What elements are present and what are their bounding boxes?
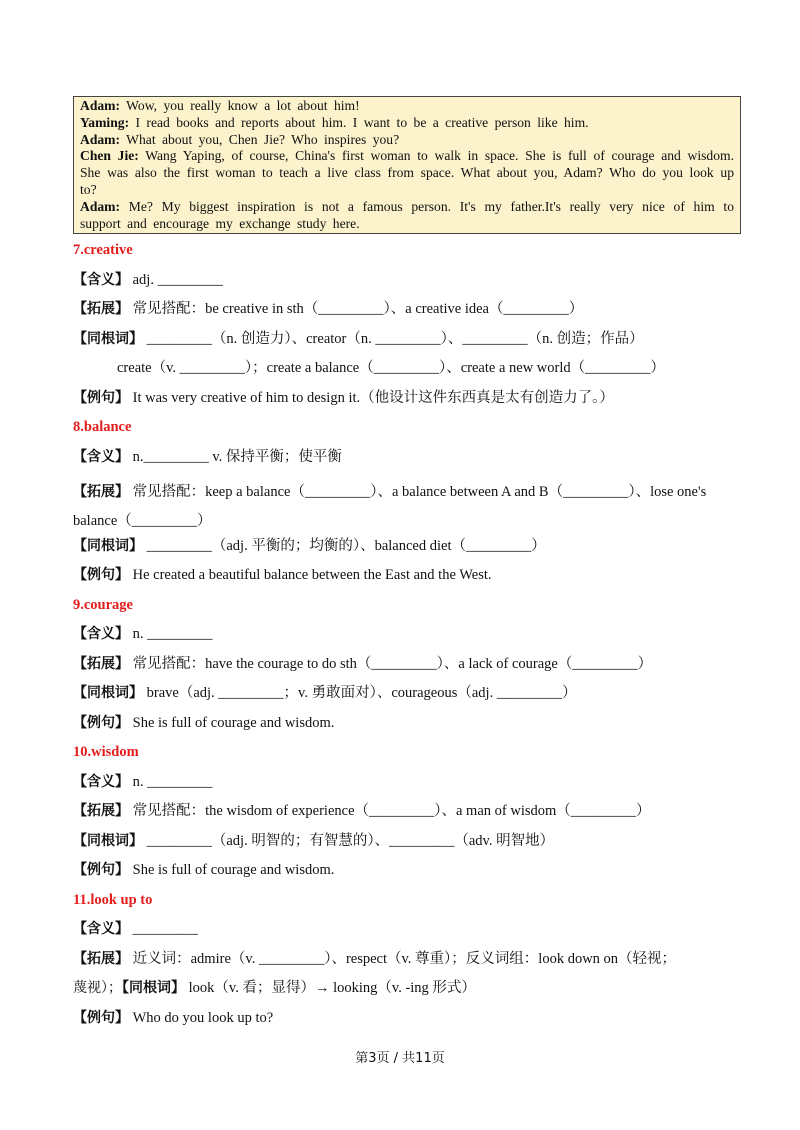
meaning-tag: 【含义】 [73,921,129,937]
speaker-name: Adam: [80,198,121,214]
example-tag: 【例句】 [73,390,129,406]
meaning-tag: 【含义】 [73,449,129,465]
example-text: He created a beautiful balance between the East and the West. [132,567,492,583]
extend-tag: 【拓展】 [73,656,129,672]
cognate-text: _________（adj. 平衡的；均衡的）、balanced diet（_________） [146,538,546,554]
extend-text-cont: 蔑视）； [73,980,122,996]
courage-cognate [73,684,730,702]
lookupto-extend-cont [73,979,730,997]
lookupto-example [73,1009,730,1027]
creative-example [73,389,730,407]
cognate-tag: 【同根词】 [73,538,143,554]
balance-cognate [73,537,730,555]
page-footer: 第3页 / 共11页 [355,1051,445,1066]
extend-text: 常见搭配：be creative in sth（_________）、a creative idea（_________） [132,301,584,317]
dialogue-line [80,199,734,233]
wisdom-cognate [73,832,730,850]
entry-heading-courage: 9.courage [73,597,133,613]
meaning-text: n. _________ [132,774,213,790]
example-text: Who do you look up to? [132,1010,274,1026]
wisdom-extend [73,802,730,820]
example-tag: 【例句】 [73,1010,129,1026]
speaker-name: Adam: [80,131,121,147]
dialogue-text: Wang Yaping, of course, China's first woman to walk in space. She is full of courage and wisdom. She was also the first woman to teach a live class from space. What about you, Adam? Who do you look up to? [80,148,734,197]
balance-extend [73,478,730,536]
cognate-text: _________（n. 创造力）、creator（n. _________）、_________（n. 创造；作品） [146,331,644,347]
example-text: It was very creative of him to design it.（他设计这件东西真是太有创造力了。） [132,390,614,406]
entry-heading-look-up-to: 11.look up to [73,892,153,908]
entry-heading-balance: 8.balance [73,419,132,435]
extend-text: 常见搭配：have the courage to do sth（_________）、a lack of courage（_________） [132,656,653,672]
extend-tag: 【拓展】 [73,951,129,967]
entry-heading-wisdom: 10.wisdom [73,744,139,760]
cognate-text: _________（adj. 明智的；有智慧的）、_________（adv. 明智地） [146,833,555,849]
balance-example [73,566,730,584]
courage-meaning [73,625,730,643]
wisdom-meaning [73,773,730,791]
cognate-text: brave（adj. _________；v. 勇敢面对）、courageous（adj. _________） [146,685,577,701]
courage-example [73,714,730,732]
meaning-tag: 【含义】 [73,626,129,642]
extend-text: 常见搭配：keep a balance（_________）、a balance between A and B（_________）、lose one's balance（_________） [73,484,707,529]
entry-heading-creative: 7.creative [73,242,133,258]
speaker-name: Adam: [80,98,121,113]
extend-tag: 【拓展】 [73,803,129,819]
cognate-tag: 【同根词】 [73,833,143,849]
dialogue-text: Wow, you really know a lot about him! [120,98,360,113]
creative-cognate [73,330,730,348]
example-text: She is full of courage and wisdom. [132,862,335,878]
cognate-text: look（v. 看；显得）→ looking（v. -ing 形式） [188,980,476,996]
meaning-text: n._________ v. 保持平衡；使平衡 [132,449,342,465]
extend-text: 近义词：admire（v. _________）、respect（v. 尊重）；反义词组：look down on（轻视； [132,951,677,967]
example-text: She is full of courage and wisdom. [132,715,335,731]
extend-tag: 【拓展】 [73,484,129,500]
cognate-tag: 【同根词】 [73,331,143,347]
dialogue-line [80,115,734,132]
creative-meaning [73,271,730,289]
example-tag: 【例句】 [73,715,129,731]
lookupto-meaning [73,920,730,938]
dialogue-line [80,132,734,149]
dialogue-text: I read books and reports about him. I want to be a creative person like him. [129,114,589,130]
meaning-tag: 【含义】 [73,774,129,790]
speaker-name: Chen Jie: [80,148,139,164]
extend-tag: 【拓展】 [73,301,129,317]
dialogue-text: Me? My biggest inspiration is not a famous person. It's my father.It's really very nice of him to support and encourage my exchange study here. [80,198,734,231]
creative-cognate-cont: create（v. _________）；create a balance（_________）、create a new world（_________） [117,360,665,376]
example-tag: 【例句】 [73,567,129,583]
extend-text: 常见搭配：the wisdom of experience（_________）、a man of wisdom（_________） [132,803,651,819]
speaker-name: Yaming: [80,114,130,130]
dialogue-box [73,96,741,234]
courage-extend [73,655,730,673]
cognate-tag: 【同根词】 [122,980,185,996]
example-tag: 【例句】 [73,862,129,878]
meaning-text: adj. _________ [132,272,223,288]
lookupto-extend [73,950,730,968]
dialogue-text: What about you, Chen Jie? Who inspires you? [120,131,400,147]
wisdom-example [73,861,730,879]
dialogue-line [80,148,734,198]
meaning-tag: 【含义】 [73,272,129,288]
creative-extend [73,300,730,318]
balance-meaning [73,448,730,466]
meaning-text: n. _________ [132,626,213,642]
cognate-tag: 【同根词】 [73,685,143,701]
dialogue-line [80,98,734,115]
meaning-text: _________ [132,921,198,937]
